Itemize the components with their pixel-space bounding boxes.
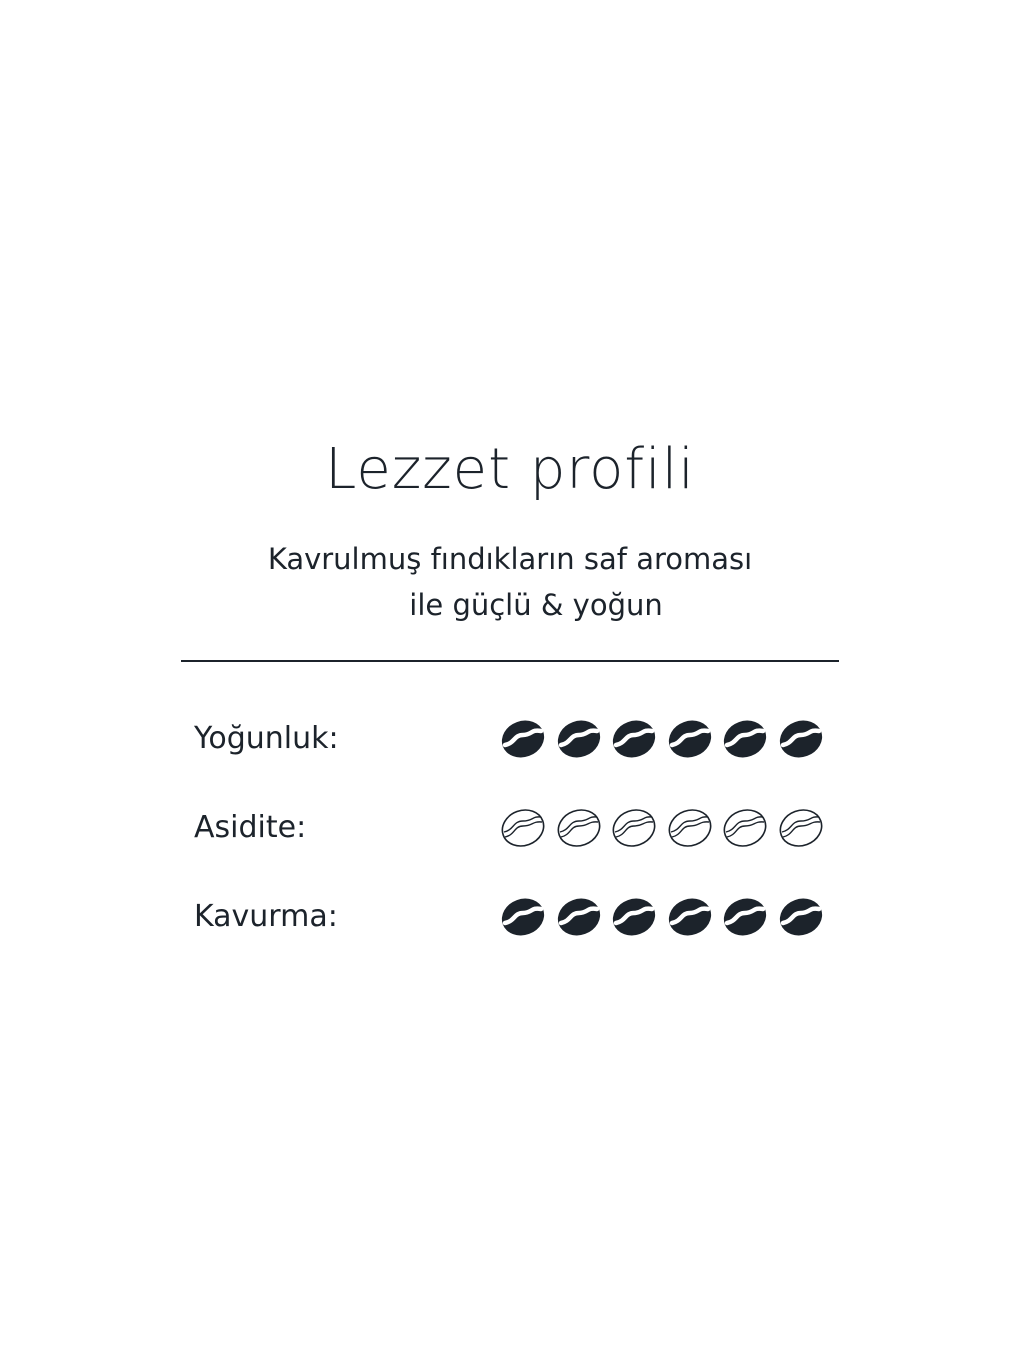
coffee-bean-icon xyxy=(611,716,657,762)
page-subtitle xyxy=(0,536,1020,628)
coffee-bean-icon xyxy=(667,894,713,940)
rating-label: Yoğunluk: xyxy=(194,721,339,756)
coffee-bean-icon xyxy=(667,716,713,762)
coffee-bean-icon xyxy=(778,894,824,940)
bean-rating xyxy=(500,803,830,853)
coffee-bean-icon xyxy=(722,805,768,851)
coffee-bean-icon xyxy=(556,805,602,851)
rating-row-acidity xyxy=(194,803,834,853)
coffee-bean-icon xyxy=(611,805,657,851)
coffee-bean-icon xyxy=(611,894,657,940)
rating-label: Asidite: xyxy=(194,810,307,845)
rating-label: Kavurma: xyxy=(194,899,338,934)
coffee-bean-icon xyxy=(556,894,602,940)
divider xyxy=(181,660,839,662)
coffee-bean-icon xyxy=(500,716,546,762)
coffee-bean-icon xyxy=(500,805,546,851)
subtitle-line-2: ile güçlü & yoğun xyxy=(409,588,663,622)
bean-rating xyxy=(500,892,830,942)
coffee-bean-icon xyxy=(778,805,824,851)
coffee-bean-icon xyxy=(722,894,768,940)
rating-row-intensity xyxy=(194,714,834,764)
coffee-bean-icon xyxy=(722,716,768,762)
coffee-bean-icon xyxy=(556,716,602,762)
coffee-bean-icon xyxy=(500,894,546,940)
coffee-bean-icon xyxy=(778,716,824,762)
subtitle-line-1: Kavrulmuş fındıkların saf aroması xyxy=(267,542,753,576)
bean-rating xyxy=(500,714,830,764)
rating-row-roast xyxy=(194,892,834,942)
coffee-bean-icon xyxy=(667,805,713,851)
page-title: Lezzet profili xyxy=(325,437,695,502)
